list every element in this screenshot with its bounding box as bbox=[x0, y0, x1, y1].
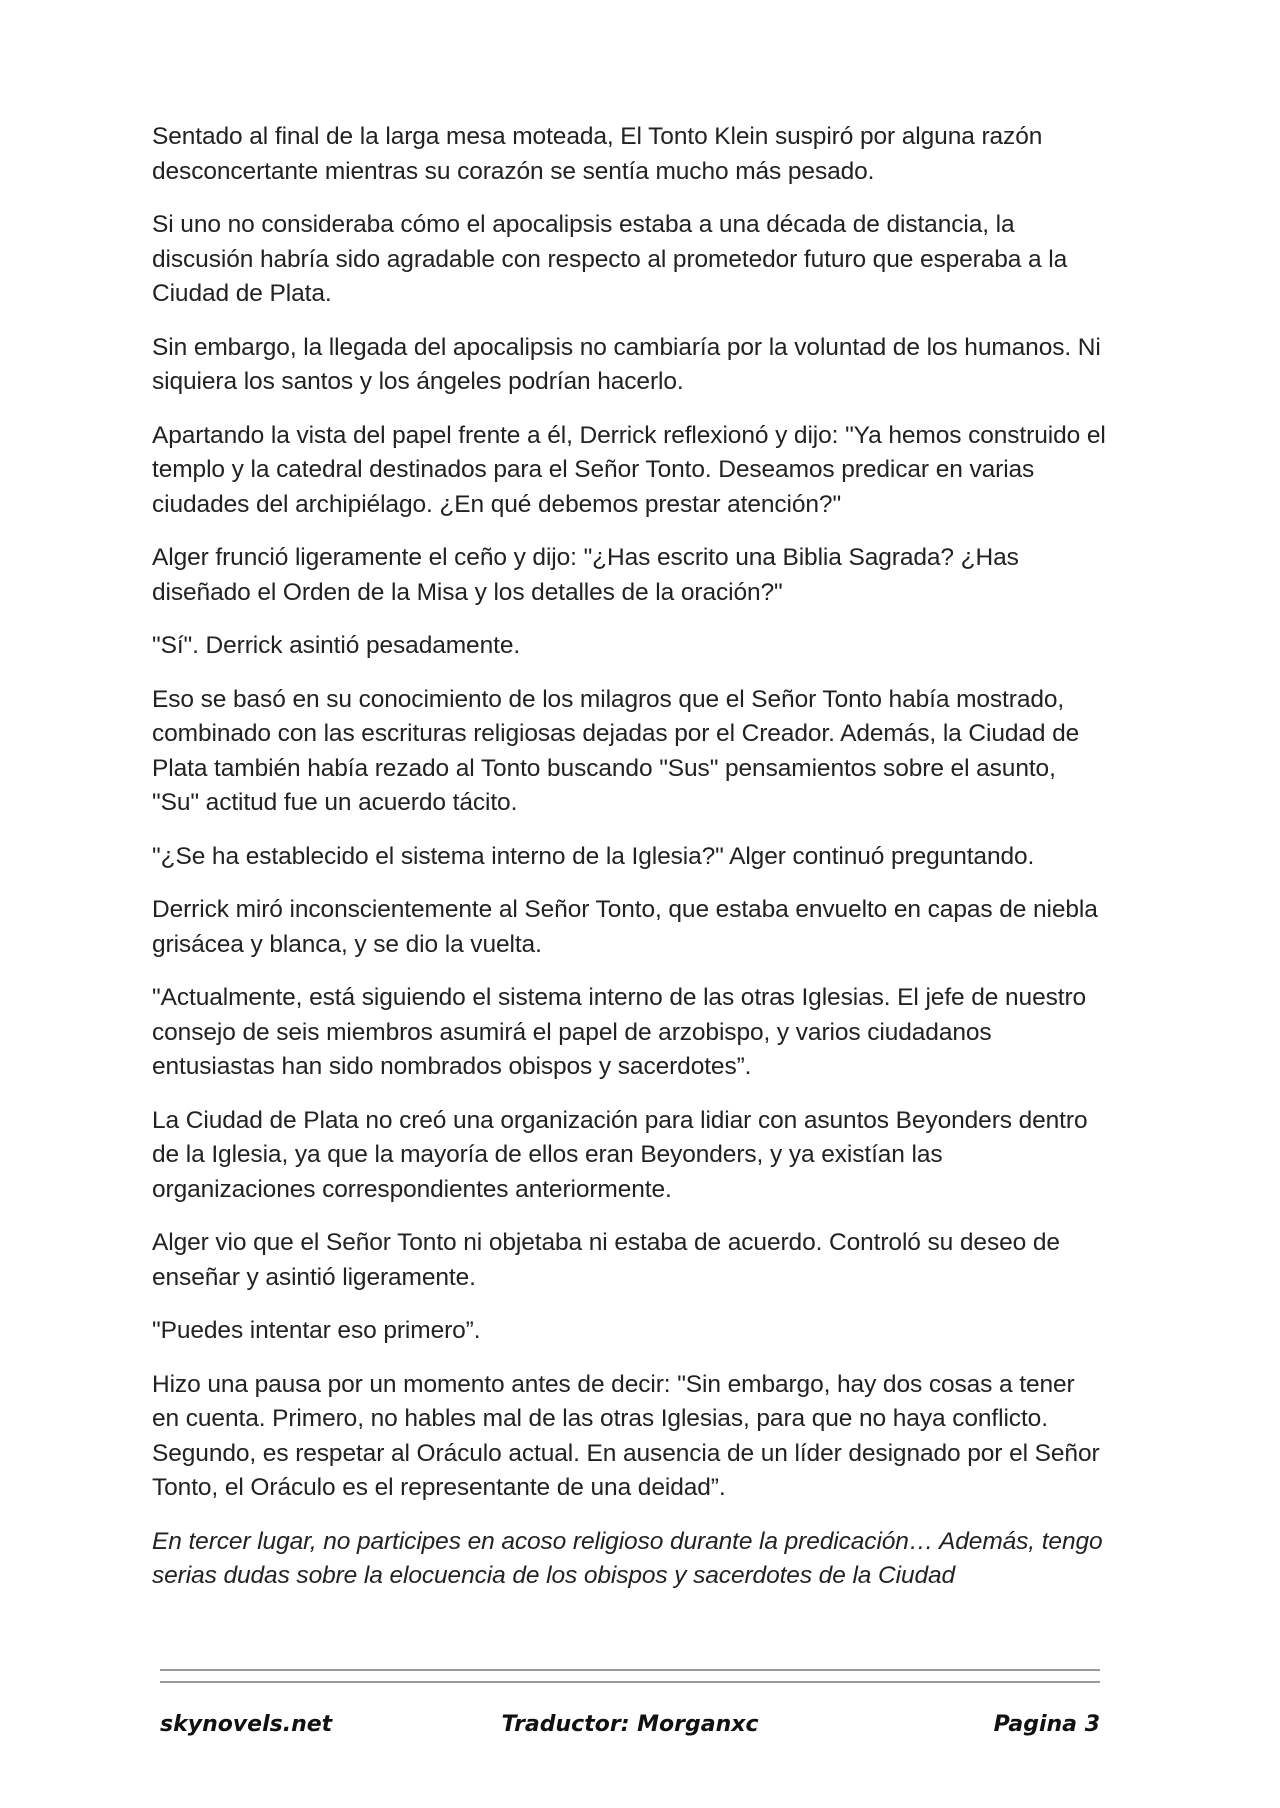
paragraph-11: La Ciudad de Plata no creó una organización para lidiar con asuntos Beyonders dentro de la Iglesia, ya que la mayoría de ellos eran Beyonders, y ya existían las organizaciones correspondientes anteriormente. bbox=[152, 1106, 1088, 1203]
paragraph-3: Sin embargo, la llegada del apocalipsis no cambiaría por la voluntad de los humanos. Ni siquiera los santos y los ángeles podrían hacerlo. bbox=[152, 333, 1101, 395]
paragraph-5: Alger frunció ligeramente el ceño y dijo: "¿Has escrito una Biblia Sagrada? ¿Has diseñado el Orden de la Misa y los detalles de la oración?" bbox=[152, 544, 1019, 606]
paragraph-7: Eso se basó en su conocimiento de los milagros que el Señor Tonto había mostrado, combinado con las escrituras religiosas dejadas por el Creador. Además, la Ciudad de Plata también había rezado al Tonto buscando "Sus" pensamientos sobre el asunto, "Su" actitud fue un acuerdo tácito. bbox=[152, 685, 1080, 816]
paragraph-13: "Puedes intentar eso primero”. bbox=[152, 1317, 481, 1344]
paragraph-15-italic: En tercer lugar, no participes en acoso religioso durante la predicación… Además, tengo serias dudas sobre la elocuencia de los obispos y sacerdotes de la Ciudad bbox=[152, 1527, 1103, 1589]
footer-divider-top bbox=[160, 1669, 1100, 1671]
footer-page-number: Pagina 3 bbox=[993, 1712, 1100, 1737]
page-footer bbox=[160, 1712, 1100, 1748]
footer-translator: Traductor: Morganxc bbox=[501, 1712, 759, 1737]
paragraph-10: "Actualmente, está siguiendo el sistema interno de las otras Iglesias. El jefe de nuestro consejo de seis miembros asumirá el papel de arzobispo, y varios ciudadanos entusiastas han sido nombrados obispos y sacerdotes”. bbox=[152, 984, 1087, 1080]
paragraph-14: Hizo una pausa por un momento antes de decir: "Sin embargo, hay dos cosas a tener en cuenta. Primero, no hables mal de las otras Iglesias, para que no haya conflicto. Segundo, es respetar al Oráculo actual. En ausencia de un líder designado por el Señor Tonto, el Oráculo es el representante de una deidad”. bbox=[152, 1370, 1100, 1501]
paragraph-8: "¿Se ha establecido el sistema interno de la Iglesia?" Alger continuó preguntando. bbox=[152, 842, 1035, 870]
paragraph-12: Alger vio que el Señor Tonto ni objetaba ni estaba de acuerdo. Controló su deseo de enseñar y asintió ligeramente. bbox=[152, 1229, 1060, 1291]
footer-site: skynovels.net bbox=[160, 1712, 333, 1737]
paragraph-1: Sentado al final de la larga mesa moteada, El Tonto Klein suspiró por alguna razón desconcertante mientras su corazón se sentía mucho más pesado. bbox=[152, 123, 1043, 185]
paragraph-2: Si uno no consideraba cómo el apocalipsis estaba a una década de distancia, la discusión habría sido agradable con respecto al prometedor futuro que esperaba a la Ciudad de Plata. bbox=[152, 211, 1068, 307]
paragraph-6: "Sí". Derrick asintió pesadamente. bbox=[152, 632, 521, 659]
paragraph-9: Derrick miró inconscientemente al Señor Tonto, que estaba envuelto en capas de niebla grisácea y blanca, y se dio la vuelta. bbox=[152, 896, 1098, 958]
footer-divider-bottom bbox=[160, 1681, 1100, 1683]
paragraph-4: Apartando la vista del papel frente a él, Derrick reflexionó y dijo: "Ya hemos construido el templo y la catedral destinados para el Señor Tonto. Deseamos predicar en varias ciudades del archipiélago. ¿En qué debemos prestar atención?" bbox=[152, 421, 1106, 518]
page-body bbox=[152, 120, 1107, 1613]
